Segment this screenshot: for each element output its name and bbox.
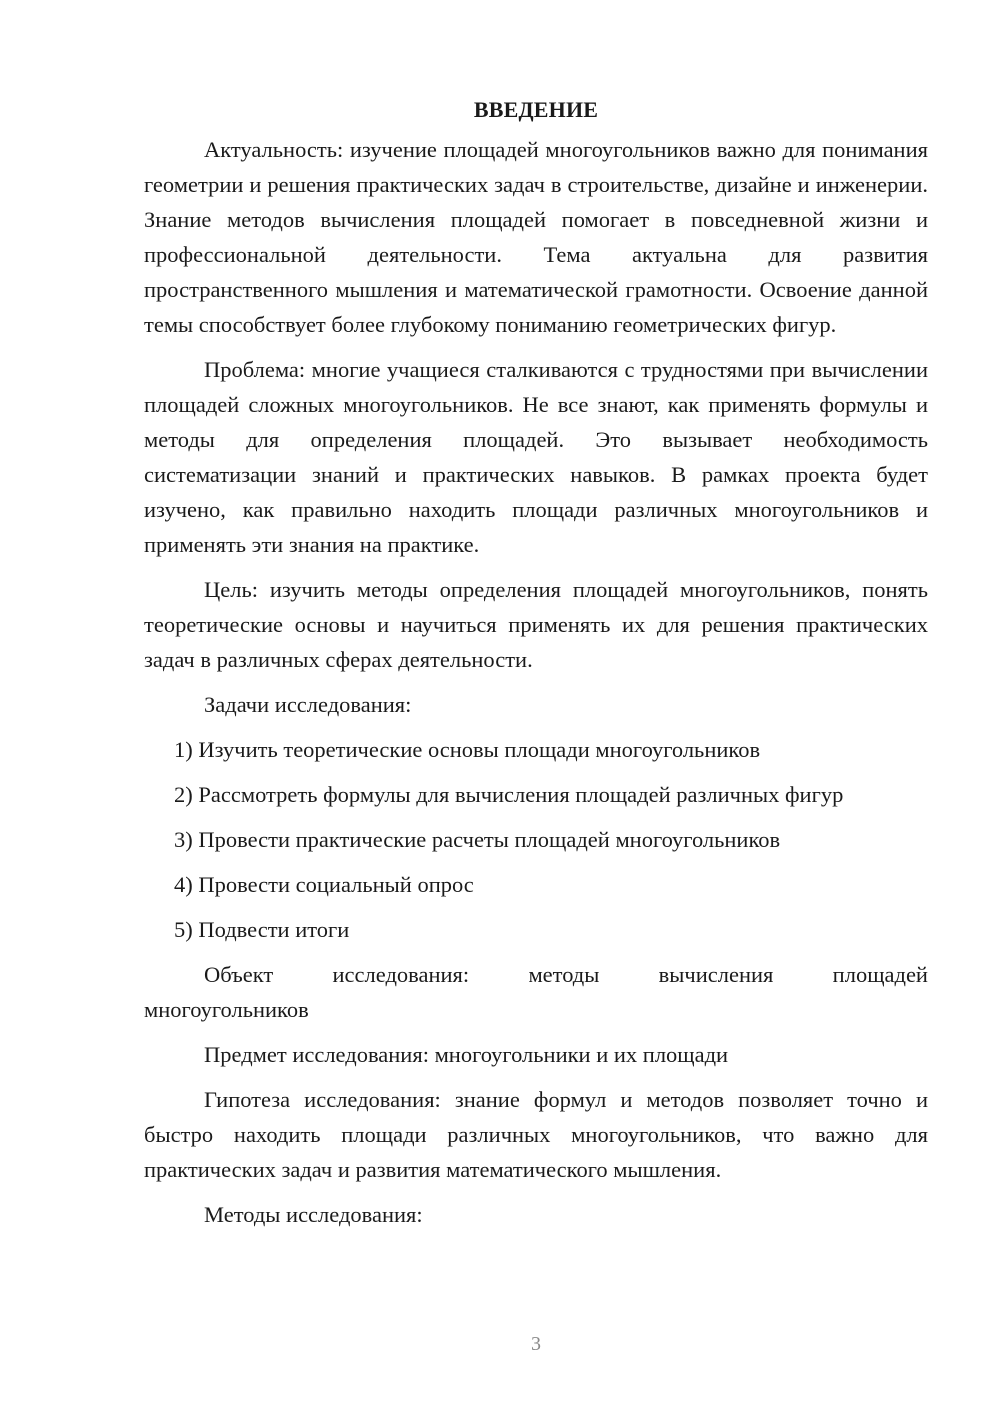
section-heading: ВВЕДЕНИЕ [473, 97, 599, 122]
hypothesis-paragraph: Гипотеза исследования: знание формул и методов позволяет точно и быстро находить площади различных многоугольников, что важно для практических задач и развития математического мышления. [144, 1087, 928, 1182]
task-item: 3) Провести практические расчеты площадей многоугольников [174, 827, 781, 852]
methods-title: Методы исследования: [204, 1202, 423, 1227]
document-page [144, 92, 928, 1242]
task-item: 4) Провести социальный опрос [174, 872, 474, 897]
object-word: Объект [204, 962, 274, 987]
relevance-paragraph: Актуальность: изучение площадей многоугольников важно для понимания геометрии и решения практических задач в строительстве, дизайне и инженерии. Знание методов вычисления площадей помогает в повседневной жизни и профессиональной деятельности. Тема актуальна для развития пространственного мышления и математической грамотности. Освоение данной темы способствует более глубокому пониманию геометрических фигур. [144, 137, 928, 337]
page-number: 3 [531, 1333, 541, 1355]
subject-paragraph: Предмет исследования: многоугольники и их площади [204, 1042, 729, 1067]
task-item: 5) Подвести итоги [174, 917, 350, 942]
object-word: исследования: [332, 962, 470, 987]
goal-paragraph: Цель: изучить методы определения площадей многоугольников, понять теоретические основы и научиться применять их для решения практических задач в различных сферах деятельности. [144, 577, 928, 672]
tasks-title: Задачи исследования: [204, 692, 412, 717]
object-word: вычисления [658, 962, 774, 987]
problem-paragraph: Проблема: многие учащиеся сталкиваются с трудностями при вычислении площадей сложных многоугольников. Не все знают, как применять формулы и методы для определения площадей. Это вызывает необходимость систематизации знаний и практических навыков. В рамках проекта будет изучено, как правильно находить площади различных многоугольников и применять эти знания на практике. [144, 357, 928, 557]
object-word: площадей [832, 962, 928, 987]
object-paragraph [144, 957, 928, 1027]
object-continuation: многоугольников [144, 997, 309, 1022]
task-item: 1) Изучить теоретические основы площади многоугольников [174, 737, 761, 762]
object-word: методы [528, 962, 600, 987]
task-item: 2) Рассмотреть формулы для вычисления площадей различных фигур [174, 782, 844, 807]
